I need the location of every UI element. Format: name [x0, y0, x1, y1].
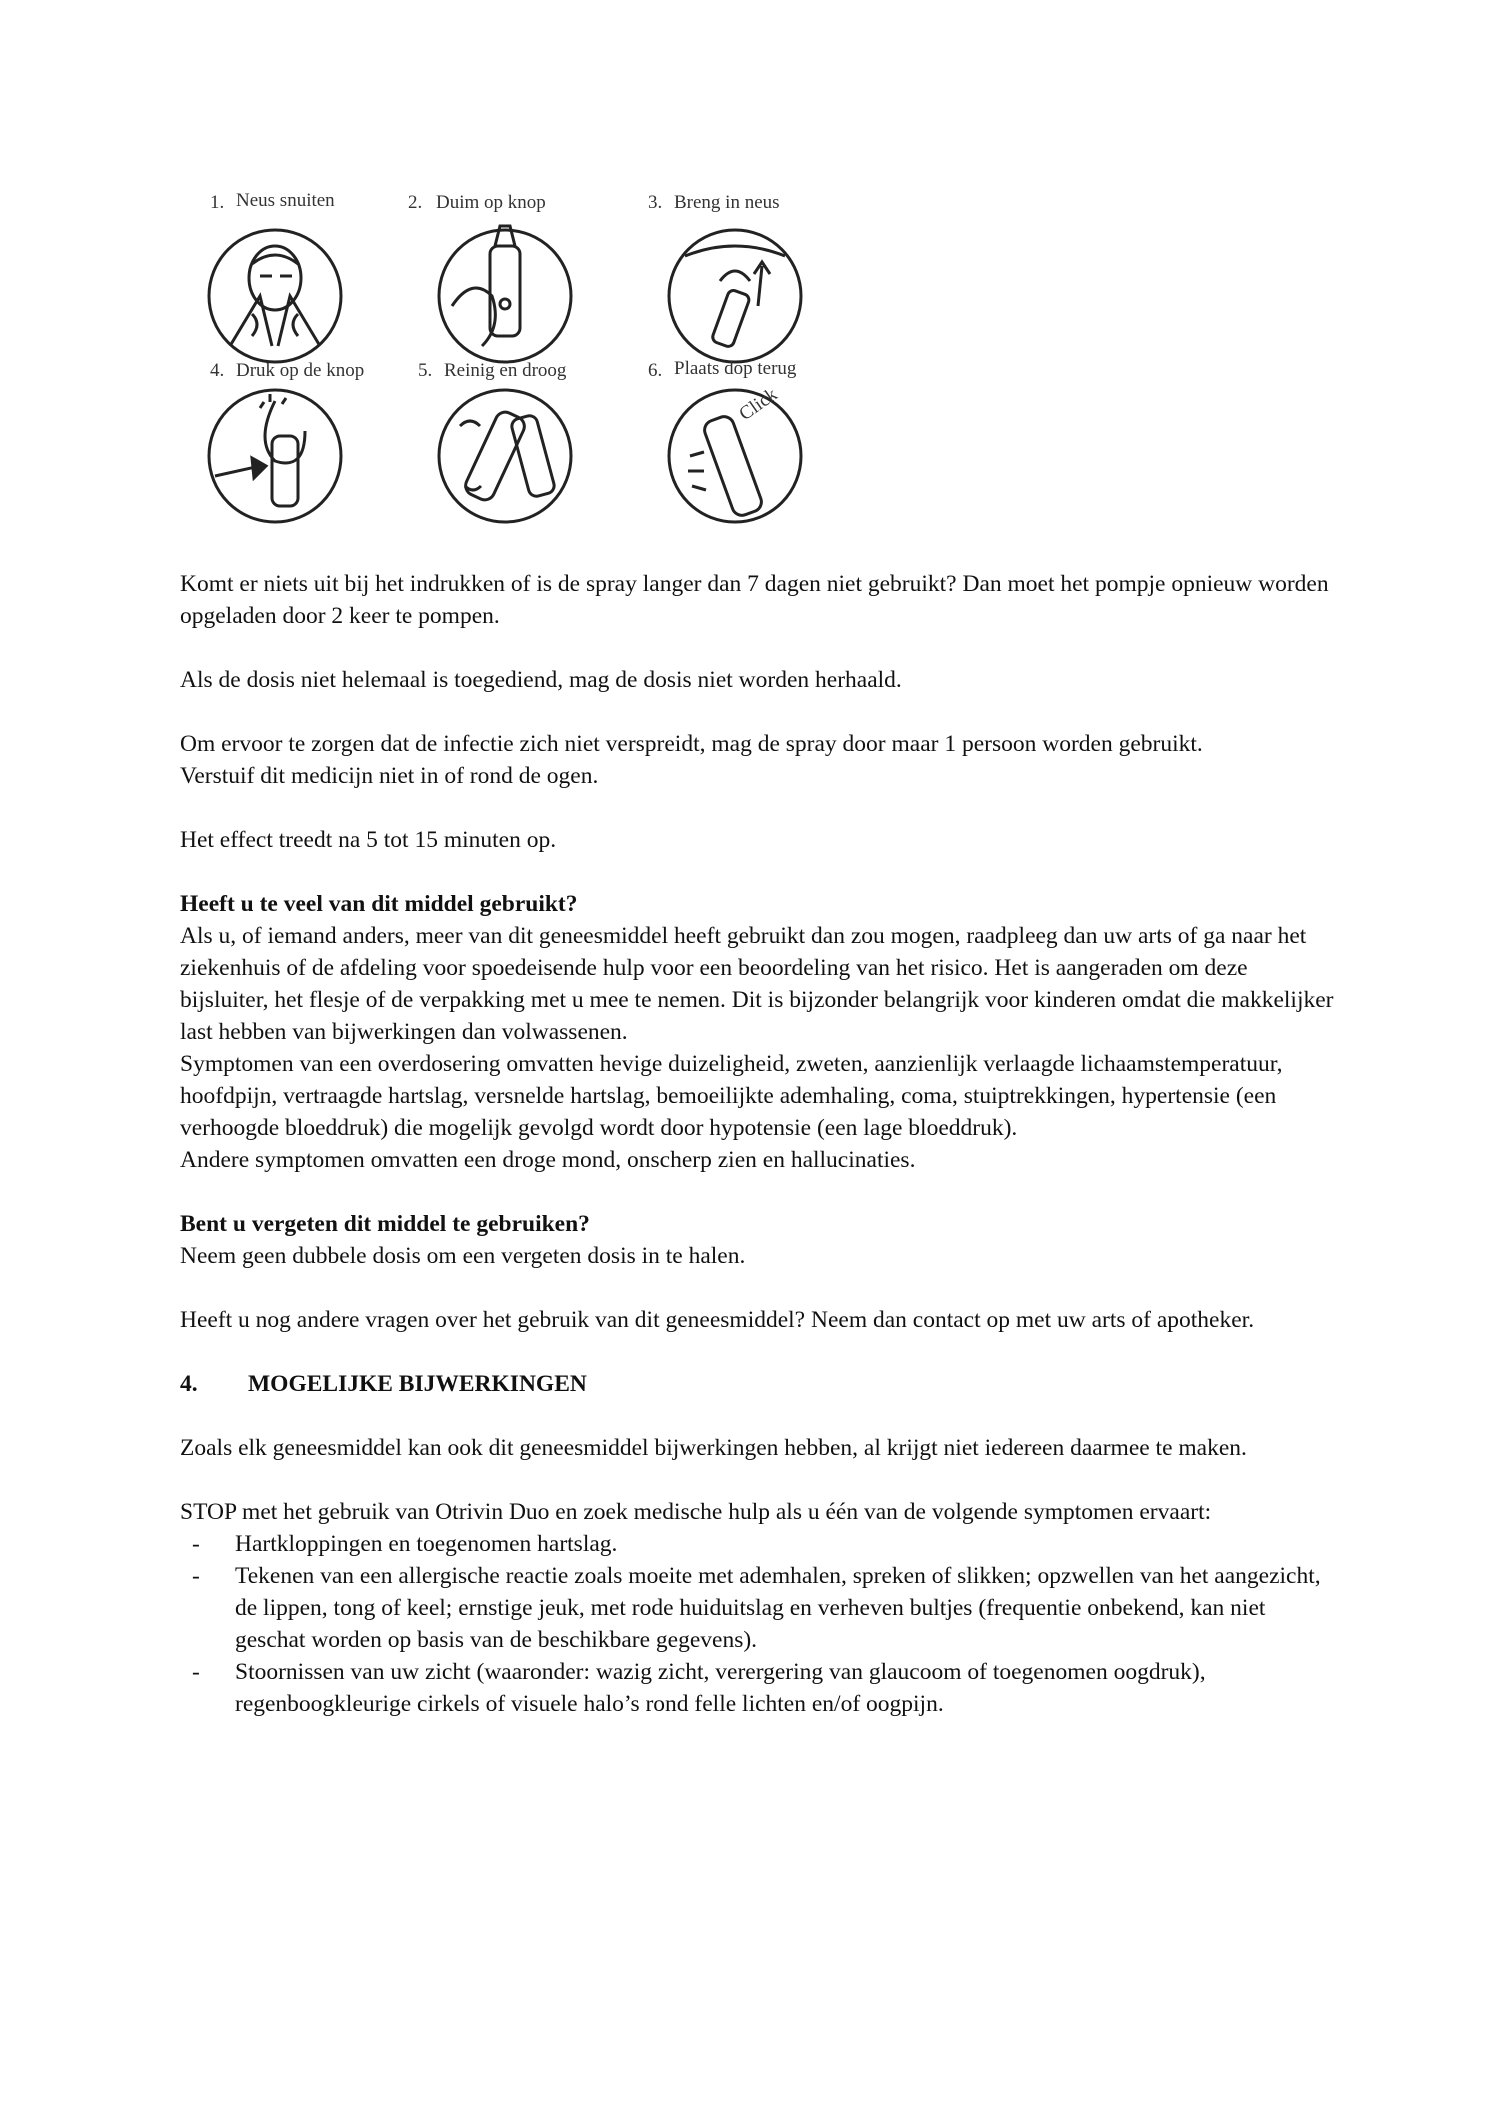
effect-paragraph: Het effect treedt na 5 tot 15 minuten op.: [180, 827, 557, 853]
step-4-press-button-picture: [209, 390, 341, 522]
single-person-paragraph: Om ervoor te zorgen dat de infectie zich niet verspreidt, mag de spray door maar 1 persoon worden gebruikt.: [180, 731, 1203, 757]
forgot-heading: Bent u vergeten dit middel te gebruiken?: [180, 1211, 590, 1237]
step-4-label: Druk op de knop: [236, 360, 365, 381]
list-item: [180, 1528, 1340, 1560]
step-4-number: 4.: [210, 360, 225, 381]
step-1-number: 1.: [210, 192, 225, 213]
overdose-heading: Heeft u te veel van dit middel gebruikt?: [180, 891, 578, 917]
bullet-dash: -: [192, 1659, 200, 1685]
step-5-label: Reinig en droog: [444, 360, 567, 381]
overdose-paragraph-3: Andere symptomen omvatten een droge mond, onscherp zien en hallucinaties.: [180, 1147, 916, 1173]
step-5-clean-and-dry-picture: [439, 390, 571, 522]
bullet-dash: -: [192, 1531, 200, 1557]
step-2-label: Duim op knop: [436, 192, 546, 213]
forgot-paragraph: Neem geen dubbele dosis om een vergeten dosis in te halen.: [180, 1243, 746, 1269]
step-2-number: 2.: [408, 192, 423, 213]
step-3-number: 3.: [648, 192, 663, 213]
list-item-text: Hartkloppingen en toegenomen hartslag.: [235, 1531, 618, 1557]
step-6-label: Plaats dop terug: [674, 358, 797, 379]
step-6-replace-cap-picture: [669, 390, 801, 522]
overdose-paragraph-2: Symptomen van een overdosering omvatten hevige duizeligheid, zweten, aanzienlijk verlaagde lichaamstemperatuur, hoofdpijn, vertraagde hartslag, versnelde hartslag, bemoeilijkte ademhaling, coma, stuiptrekkingen, hypertensie (een verhoogde bloeddruk) die mogelijk gevolgd wordt door hypotensie (een lage bloeddruk).: [180, 1051, 1283, 1141]
leaflet-body: [180, 568, 1340, 1720]
list-item: [180, 1656, 1340, 1720]
list-item-text: Stoornissen van uw zicht (waaronder: wazig zicht, verergering van glaucoom of toegenomen oogdruk), regenboogkleurige cirkels of visuele halo’s rond felle lichten en/of oogpijn.: [235, 1659, 1206, 1717]
step-6-number: 6.: [648, 360, 663, 381]
symptom-list: [180, 1528, 1340, 1720]
step-3-insert-in-nose-picture: [669, 230, 801, 362]
section-4-title: [180, 1368, 1340, 1400]
section-4-number: 4.: [180, 1371, 198, 1397]
step-3-label: Breng in neus: [674, 192, 780, 213]
side-effects-paragraph: Zoals elk geneesmiddel kan ook dit geneesmiddel bijwerkingen hebben, al krijgt niet iedereen daarmee te maken.: [180, 1435, 1247, 1461]
bullet-dash: -: [192, 1563, 200, 1589]
questions-paragraph: Heeft u nog andere vragen over het gebruik van dit geneesmiddel? Neem dan contact op met uw arts of apotheker.: [180, 1307, 1255, 1333]
click-text: Click: [735, 384, 782, 425]
step-1-label: Neus snuiten: [236, 190, 335, 211]
list-item-text: Tekenen van een allergische reactie zoals moeite met ademhalen, spreken of slikken; opzwellen van het aangezicht, de lippen, tong of keel; ernstige jeuk, met rode huiduitslag en verheven bultjes (frequentie onbekend, kan niet geschat worden op basis van de beschikbare gegevens).: [235, 1563, 1321, 1653]
usage-steps-illustration: [190, 186, 830, 538]
overdose-paragraph-1: Als u, of iemand anders, meer van dit geneesmiddel heeft gebruikt dan zou mogen, raadpleeg dan uw arts of ga naar het ziekenhuis of de afdeling voor spoedeisende hulp voor een beoordeling van het risico. Het is aangeraden om deze bijsluiter, het flesje of de verpakking met u mee te nemen. Dit is bijzonder belangrijk voor kinderen omdat die makkelijker last hebben van bijwerkingen dan volwassenen.: [180, 923, 1334, 1045]
section-4-heading: MOGELIJKE BIJWERKINGEN: [248, 1371, 587, 1397]
step-2-thumb-on-button-picture: [439, 226, 571, 362]
step-5-number: 5.: [418, 360, 433, 381]
step-1-blow-nose-picture: [209, 230, 341, 362]
list-item: [180, 1560, 1340, 1656]
eyes-warning-paragraph: Verstuif dit medicijn niet in of rond de ogen.: [180, 763, 599, 789]
priming-paragraph: Komt er niets uit bij het indrukken of is de spray langer dan 7 dagen niet gebruikt? Dan moet het pompje opnieuw worden opgeladen door 2 keer te pompen.: [180, 571, 1329, 629]
dose-paragraph: Als de dosis niet helemaal is toegediend, mag de dosis niet worden herhaald.: [180, 667, 902, 693]
stop-paragraph: STOP met het gebruik van Otrivin Duo en zoek medische hulp als u één van de volgende symptomen ervaart:: [180, 1499, 1212, 1525]
